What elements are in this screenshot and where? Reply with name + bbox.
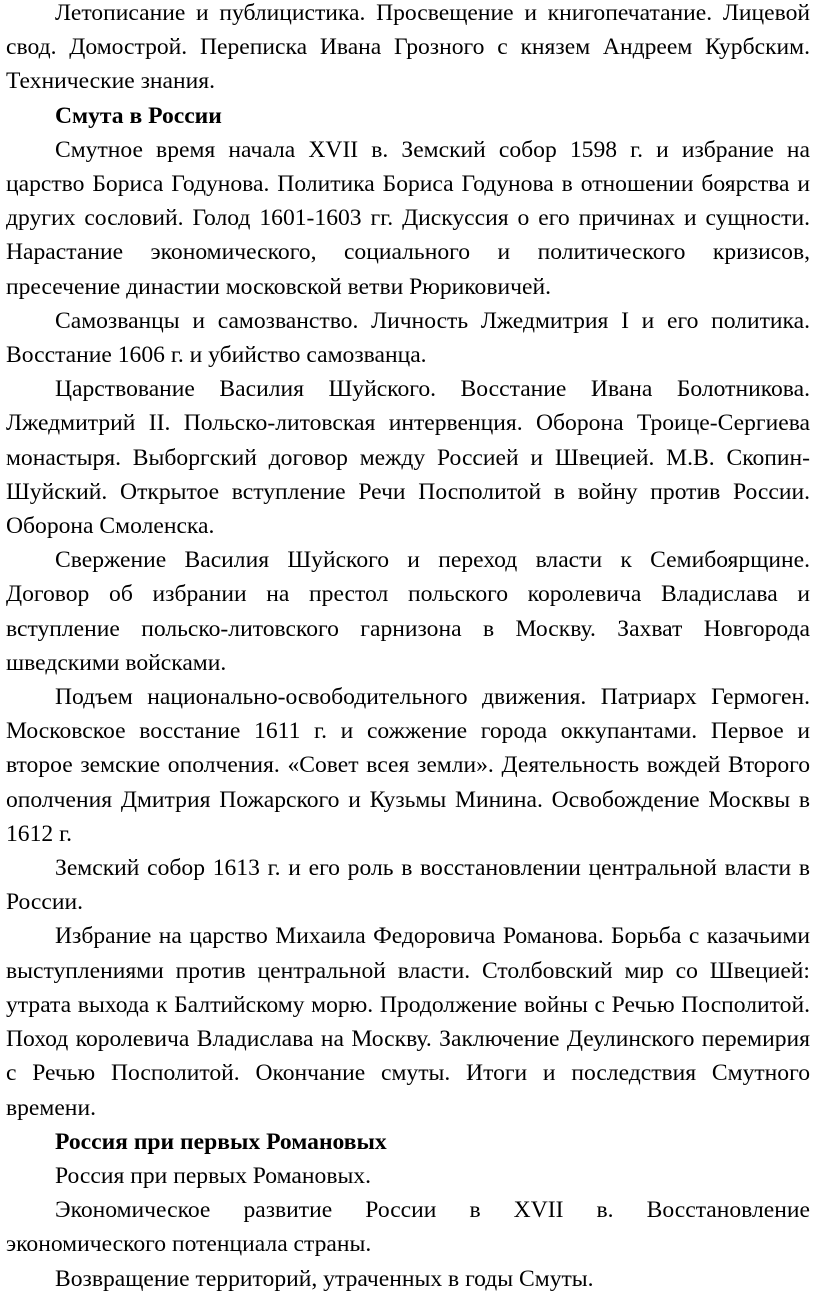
paragraph-time-of-troubles: Смутное время начала XVII в. Земский собор 1598 г. и избрание на царство Бориса Годунова. Политика Бориса Годунова в отношении боярства и других сословий. Голод 1601-1603 гг. Дискуссия о его причинах и сущности. Нарастание экономического, социального и политического кризисов, пресечение династии московской ветви Рюриковичей. (6, 136, 810, 300)
paragraph-impostors: Самозванцы и самозванство. Личность Лжедмитрия I и его политика. Восстание 1606 г. и убийство самозванца. (6, 307, 810, 369)
paragraph-zemsky-sobor-1613: Земский собор 1613 г. и его роль в восстановлении центральной власти в России. (6, 855, 810, 916)
paragraph-seven-boyars: Свержение Василия Шуйского и переход власти к Семибоярщине. Договор об избрании на престол польского королевича Владислава и вступление польско-литовского гарнизона в Москву. Захват Новгорода шведскими войсками. (6, 547, 810, 676)
paragraph-liberation-movement: Подъем национально-освободительного движения. Патриарх Гермоген. Московское восстание 1611 г. и сожжение города оккупантами. Первое и второе земские ополчения. «Совет всея земли». Деятельность вождей Второго ополчения Дмитрия Пожарского и Кузьмы Минина. Освобождение Москвы в 1612 г. (6, 684, 810, 847)
section-heading-first-romanovs: Россия при первых Романовых (55, 1128, 387, 1155)
paragraph-shuisky-reign: Царствование Василия Шуйского. Восстание Ивана Болотникова. Лжедмитрий II. Польско-литовская интервенция. Оборона Троице-Сергиева монастыря. Выборгский договор между Россией и Швецией. М.В. Скопин-Шуйский. Открытое вступление Речи Посполитой в войну против России. Оборона Смоленска. (6, 376, 810, 540)
paragraph-economic-development: Экономическое развитие России в XVII в. Восстановление экономического потенциала страны. (6, 1197, 810, 1258)
paragraph-first-romanovs: Россия при первых Романовых. (55, 1162, 372, 1189)
section-heading-time-of-troubles: Смута в России (55, 102, 222, 129)
paragraph-mikhail-romanov: Избрание на царство Михаила Федоровича Романова. Борьба с казачьими выступлениями против центральной власти. Столбовский мир со Швецией: утрата выхода к Балтийскому морю. Продолжение войны с Речью Посполитой. Поход королевича Владислава на Москву. Заключение Деулинского перемирия с Речью Посполитой. Окончание смуты. Итоги и последствия Смутного времени. (6, 923, 810, 1121)
paragraph-territories: Возвращение территорий, утраченных в годы Смуты. (55, 1265, 594, 1292)
paragraph-chronicles: Летописание и публицистика. Просвещение и книгопечатание. Лицевой свод. Домострой. Переписка Ивана Грозного с князем Андреем Курбским. Технические знания. (6, 0, 810, 95)
